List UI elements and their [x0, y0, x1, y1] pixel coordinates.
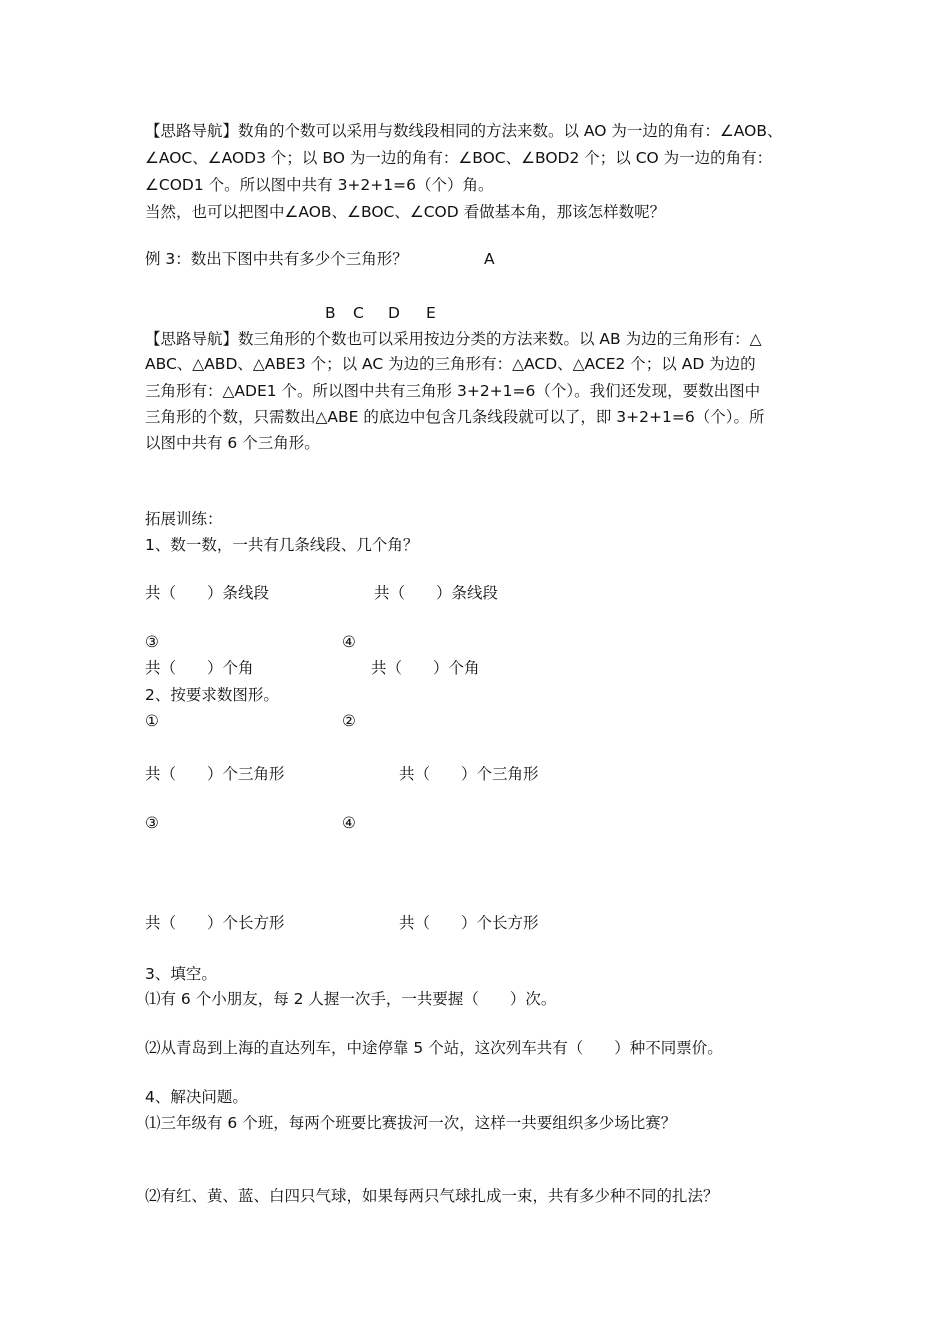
angle-solution-line-2: ∠AOC、∠AOD3 个；以 BO 为一边的角有：∠BOC、∠BOD2 个；以 CO 为一边的角有： [145, 149, 773, 167]
q2-rectangle-count-right: 共（ ）个长方形 [399, 914, 539, 932]
angle-solution-line-4: 当然，也可以把图中∠AOB、∠BOC、∠COD 看做基本角，那该怎样数呢？ [145, 203, 666, 221]
point-label-b: B [325, 304, 336, 322]
question-4-2: ⑵有红、黄、蓝、白四只气球，如果每两只气球扎成一束，共有多少种不同的扎法？ [145, 1187, 719, 1205]
question-4: 4、解决问题。 [145, 1088, 248, 1106]
question-3-1: ⑴有 6 个小朋友，每 2 人握一次手，一共要握（ ）次。 [145, 990, 557, 1008]
figure-marker-4: ④ [342, 633, 356, 651]
angle-solution-line-3: ∠COD1 个。所以图中共有 3+2+1=6（个）角。 [145, 176, 494, 194]
question-3: 3、填空。 [145, 965, 217, 983]
figure-marker-2: ② [342, 712, 356, 730]
q2-triangle-count-left: 共（ ）个三角形 [145, 765, 285, 783]
angle-solution-line-1: 【思路导航】数角的个数可以采用与数线段相同的方法来数。以 AO 为一边的角有：∠AOB、 [145, 122, 783, 140]
q1-segment-count-left: 共（ ）条线段 [145, 584, 270, 602]
triangle-solution-line-4: 三角形的个数，只需数出△ABE 的底边中包含几条线段就可以了，即 3+2+1=6（个）。所 [145, 408, 765, 426]
question-4-1: ⑴三年级有 6 个班，每两个班要比赛拔河一次，这样一共要组织多少场比赛？ [145, 1114, 677, 1132]
figure-marker-1: ① [145, 712, 159, 730]
example-3-question: 例 3：数出下图中共有多少个三角形？ [145, 250, 408, 268]
q1-angle-count-right: 共（ ）个角 [371, 659, 480, 677]
q2-triangle-count-right: 共（ ）个三角形 [399, 765, 539, 783]
q2-rectangle-count-left: 共（ ）个长方形 [145, 914, 285, 932]
q1-segment-count-right: 共（ ）条线段 [374, 584, 499, 602]
triangle-solution-line-5: 以图中共有 6 个三角形。 [145, 434, 320, 452]
training-heading: 拓展训练： [145, 510, 223, 528]
figure-marker-4b: ④ [342, 814, 356, 832]
question-1: 1、数一数，一共有几条线段、几个角？ [145, 536, 419, 554]
point-label-d: D [388, 304, 400, 322]
question-3-2: ⑵从青岛到上海的直达列车，中途停靠 5 个站，这次列车共有（ ）种不同票价。 [145, 1039, 723, 1057]
triangle-solution-line-1: 【思路导航】数三角形的个数也可以采用按边分类的方法来数。以 AB 为边的三角形有：△ [145, 330, 762, 348]
q1-angle-count-left: 共（ ）个角 [145, 659, 254, 677]
point-label-a: A [484, 250, 495, 268]
point-label-c: C [353, 304, 364, 322]
figure-marker-3: ③ [145, 633, 159, 651]
triangle-solution-line-2: ABC、△ABD、△ABE3 个；以 AC 为边的三角形有：△ACD、△ACE2 个；以 AD 为边的 [145, 355, 756, 373]
point-label-e: E [426, 304, 436, 322]
triangle-solution-line-3: 三角形有：△ADE1 个。所以图中共有三角形 3+2+1=6（个）。我们还发现，要数出图中 [145, 382, 761, 400]
question-2: 2、按要求数图形。 [145, 686, 279, 704]
figure-marker-3b: ③ [145, 814, 159, 832]
